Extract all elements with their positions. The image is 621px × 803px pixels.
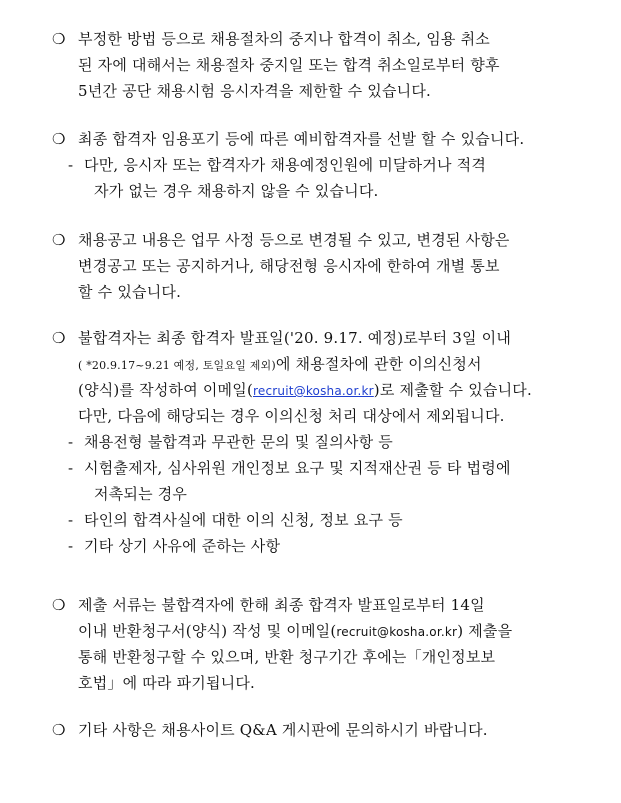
bullet-icon: ❍ — [52, 596, 66, 614]
sub-text: 시험출제자, 심사위원 개인정보 요구 및 지적재산권 등 타 법령에 — [84, 459, 511, 477]
item-text: 변경공고 또는 공지하거나, 해당전형 응시자에 한하여 개별 통보 — [78, 257, 500, 275]
date-note: ( *20.9.17~9.21 예정, 토일요일 제외) — [78, 359, 276, 372]
item-text: 호법」에 따라 파기됩니다. — [78, 674, 256, 692]
sub-text: 타인의 합격사실에 대한 이의 신청, 정보 요구 등 — [84, 511, 403, 529]
notice-item-4 — [52, 325, 592, 559]
sub-text: 저촉되는 경우 — [94, 485, 188, 503]
dash-icon: - — [68, 433, 74, 451]
bullet-icon: ❍ — [52, 30, 66, 48]
sub-text: 기타 상기 사유에 준하는 사항 — [84, 537, 281, 555]
dash-icon: - — [68, 511, 74, 529]
item-text: 이내 반환청구서(양식) 작성 및 이메일( — [78, 622, 337, 640]
item-text: (양식)를 작성하여 이메일( — [78, 381, 253, 399]
notice-item-5 — [52, 592, 592, 696]
bullet-icon: ❍ — [52, 329, 66, 347]
notice-item-2 — [52, 126, 592, 204]
bullet-icon: ❍ — [52, 721, 66, 739]
item-text: 에 채용절차에 관한 이의신청서 — [275, 355, 482, 373]
item-text: 채용공고 내용은 업무 사정 등으로 변경될 수 있고, 변경된 사항은 — [78, 231, 510, 249]
item-text: 최종 합격자 임용포기 등에 따른 예비합격자를 선발 할 수 있습니다. — [78, 130, 525, 148]
item-text: 다만, 다음에 해당되는 경우 이의신청 처리 대상에서 제외됩니다. — [78, 407, 505, 425]
item-text: 기타 사항은 채용사이트 Q&A 게시판에 문의하시기 바랍니다. — [78, 721, 488, 739]
bullet-icon: ❍ — [52, 231, 66, 249]
notice-item-1 — [52, 26, 592, 104]
item-text: 불합격자는 최종 합격자 발표일('20. 9.17. 예정)로부터 3일 이내 — [78, 329, 512, 347]
bullet-icon: ❍ — [52, 130, 66, 148]
item-text: 부정한 방법 등으로 채용절차의 중지나 합격이 취소, 임용 취소 — [78, 30, 490, 48]
item-text: 5년간 공단 채용시험 응시자격을 제한할 수 있습니다. — [78, 82, 432, 100]
dash-icon: - — [68, 156, 74, 174]
notice-item-6 — [52, 717, 592, 743]
item-text: )로 제출할 수 있습니다. — [373, 381, 532, 399]
dash-icon: - — [68, 459, 74, 477]
dash-icon: - — [68, 537, 74, 555]
notice-item-3 — [52, 227, 592, 305]
item-text: 통해 반환청구할 수 있으며, 반환 청구기간 후에는「개인정보보 — [78, 648, 496, 666]
email-text: recruit@kosha.or.kr — [336, 625, 458, 639]
sub-text: 채용전형 불합격과 무관한 문의 및 질의사항 등 — [84, 433, 393, 451]
item-text: 할 수 있습니다. — [78, 283, 182, 301]
item-text: 제출 서류는 불합격자에 한해 최종 합격자 발표일로부터 14일 — [78, 596, 485, 614]
item-text: 된 자에 대해서는 채용절차 중지일 또는 합격 취소일로부터 향후 — [78, 56, 500, 74]
item-text: ) 제출을 — [457, 622, 513, 640]
sub-text: 다만, 응시자 또는 합격자가 채용예정인원에 미달하거나 적격 — [84, 156, 487, 174]
email-link[interactable]: recruit@kosha.or.kr — [253, 384, 374, 398]
sub-text: 자가 없는 경우 채용하지 않을 수 있습니다. — [94, 182, 379, 200]
